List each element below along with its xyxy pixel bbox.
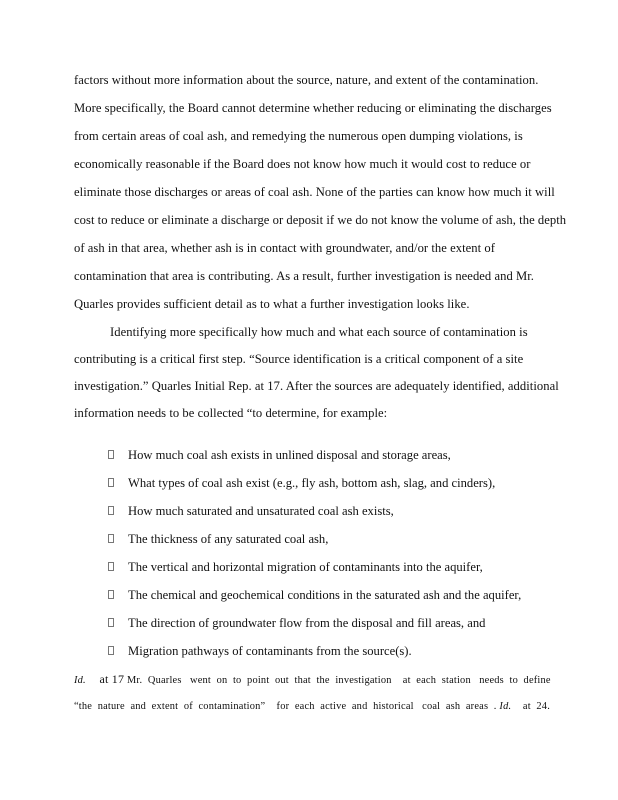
citation-line-1 — [74, 672, 551, 688]
paragraph-line: information needs to be collected “to determine, for example: — [74, 406, 388, 420]
paragraph-line: of ash in that area, whether ash is in contact with groundwater, and/or the extent of — [74, 241, 495, 255]
paragraph-line: investigation.” Quarles Initial Rep. at 17. After the sources are adequately identified, additional — [74, 379, 559, 393]
citation-page: at 17 — [99, 672, 125, 686]
paragraph-line: factors without more information about the source, nature, and extent of the contamination. — [74, 73, 539, 87]
list-item-text: The direction of groundwater flow from the disposal and fill areas, and — [128, 616, 486, 630]
list-item-text: The chemical and geochemical conditions in the saturated ash and the aquifer, — [128, 588, 522, 602]
bullet-icon — [108, 590, 114, 599]
citation-line-2 — [74, 700, 550, 714]
paragraph-line: economically reasonable if the Board does not know how much it would cost to reduce or — [74, 157, 531, 171]
paragraph-line: from certain areas of coal ash, and remedying the numerous open dumping violations, is — [74, 129, 523, 143]
list-item-text: How much coal ash exists in unlined disposal and storage areas, — [128, 448, 451, 462]
paragraph-line: cost to reduce or eliminate a discharge or deposit if we do not know the volume of ash, the depth — [74, 213, 567, 227]
list-item-text: The vertical and horizontal migration of contaminants into the aquifer, — [128, 560, 483, 574]
paragraph-line: Quarles provides sufficient detail as to what a further investigation looks like. — [74, 297, 470, 311]
citation-text: Mr. Quarles went on to point out that the investigation at each station needs to define — [126, 675, 551, 686]
bullet-icon — [108, 618, 114, 627]
paragraph-line: More specifically, the Board cannot determine whether reducing or eliminating the discharges — [74, 101, 552, 115]
list-item-text: The thickness of any saturated coal ash, — [128, 532, 329, 546]
paragraph-line: eliminate those discharges or areas of coal ash. None of the parties can know how much it will — [74, 185, 555, 199]
paragraph-line: Identifying more specifically how much and what each source of contamination is — [110, 325, 528, 339]
bullet-icon — [108, 506, 114, 515]
paragraph-line: contamination that area is contributing. As a result, further investigation is needed and Mr. — [74, 269, 535, 283]
citation-id: Id. — [74, 675, 86, 686]
bullet-icon — [108, 646, 114, 655]
bullet-icon — [108, 562, 114, 571]
list-item-text: How much saturated and unsaturated coal ash exists, — [128, 504, 394, 518]
bullet-icon — [108, 450, 114, 459]
citation-text: “the nature and extent of contamination” for each active and historical coal ash areas . — [74, 701, 497, 712]
list-item-text: Migration pathways of contaminants from the source(s). — [128, 644, 412, 658]
citation-page: at 24. — [522, 701, 550, 712]
bullet-icon — [108, 478, 114, 487]
bullet-icon — [108, 534, 114, 543]
paragraph-line: contributing is a critical first step. “Source identification is a critical component of a site — [74, 352, 524, 366]
list-item-text: What types of coal ash exist (e.g., fly ash, bottom ash, slag, and cinders), — [128, 476, 496, 490]
citation-id: Id. — [499, 701, 512, 712]
